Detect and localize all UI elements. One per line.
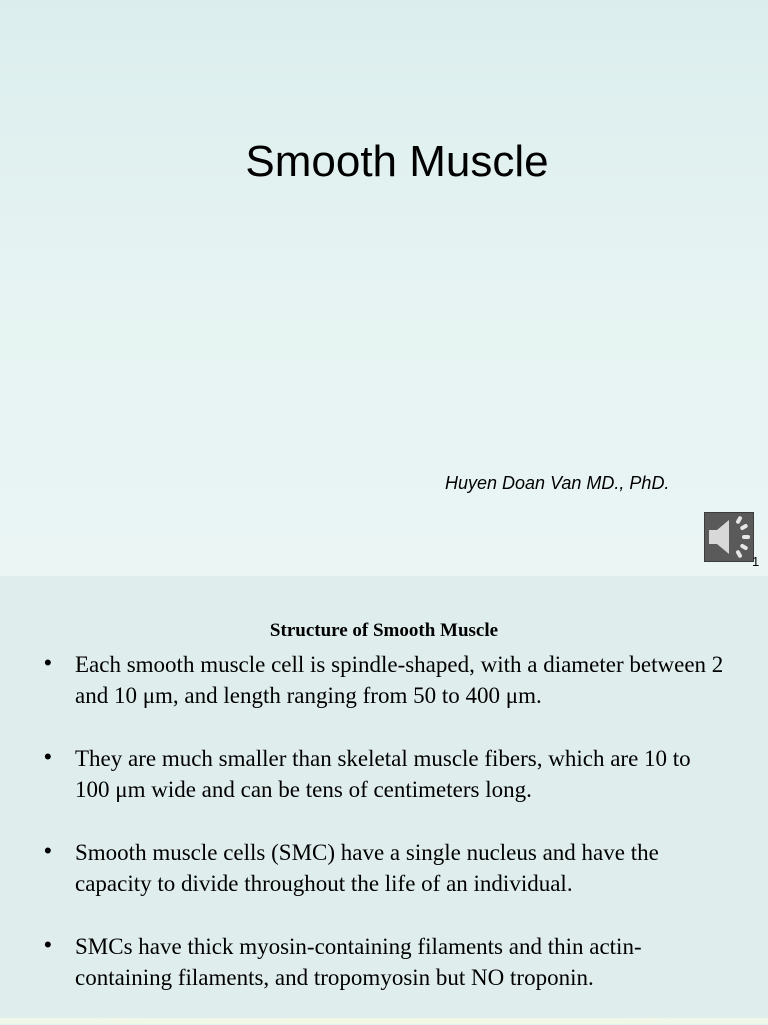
speaker-icon[interactable] [704,512,754,562]
bullet-icon: • [44,932,52,957]
bullet-text: Each smooth muscle cell is spindle-shaped, with a diameter between 2 and 10 μm, and length ranging from 50 to 400 μm. [75,652,724,708]
bullet-icon: • [44,650,52,675]
bullet-item [0,743,768,805]
bullet-item [0,837,768,899]
bullet-text: Smooth muscle cells (SMC) have a single nucleus and have the capacity to divide throughout the life of an individual. [75,840,659,896]
bullet-icon: • [44,744,52,769]
bullet-text: SMCs have thick myosin-containing filaments and thin actin-containing filaments, and tropomyosin but NO troponin. [75,934,642,990]
slide-title: Smooth Muscle [245,137,549,186]
bullet-icon: • [44,838,52,863]
slide-heading: Structure of Smooth Muscle [269,620,499,641]
bullet-item [0,649,768,711]
bullet-item [0,931,768,993]
author-name: Huyen Doan Van MD., PhD. [445,473,670,493]
slide-number: 1 [752,554,760,569]
bullet-list [0,649,768,1025]
bullet-text: They are much smaller than skeletal muscle fibers, which are 10 to 100 μm wide and can be tens of centimeters long. [75,746,691,802]
